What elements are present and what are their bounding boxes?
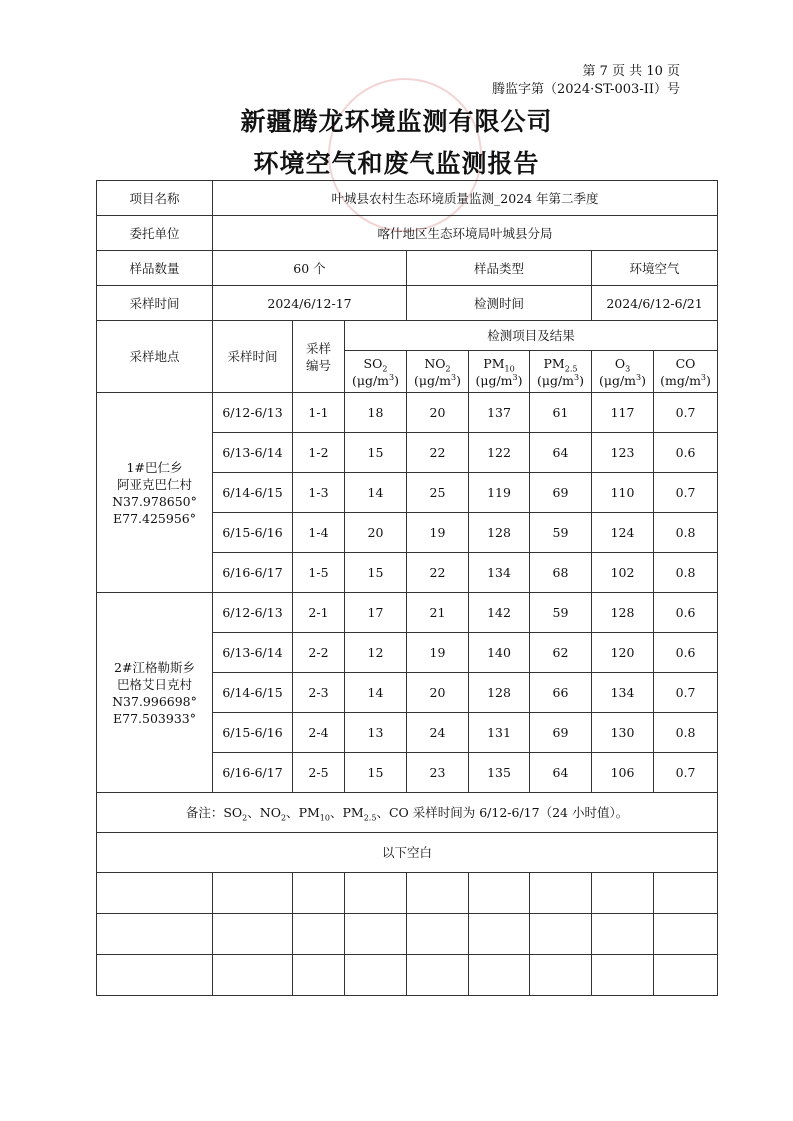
o3-cell: 102 — [592, 553, 654, 593]
co-cell: 0.7 — [654, 673, 718, 713]
empty-row — [97, 873, 718, 914]
time-cell: 6/16-6/17 — [213, 753, 293, 793]
header-results: 检测项目及结果 — [345, 321, 718, 351]
client-row — [97, 216, 718, 251]
co-cell: 0.8 — [654, 553, 718, 593]
site-village: 巴格艾日克村 — [116, 676, 192, 692]
site-name: 1#巴仁乡 — [126, 459, 183, 475]
code-cell: 2-4 — [293, 713, 345, 753]
header-no2: $NO_2$ $(\mu g/m^3)$ — [407, 351, 469, 393]
blank-note-row — [97, 833, 718, 873]
pm25-cell: 59 — [530, 593, 592, 633]
time-cell: 6/15-6/16 — [213, 713, 293, 753]
site-village: 阿亚克巴仁村 — [116, 476, 192, 492]
code-cell: 1-3 — [293, 473, 345, 513]
sample-type-value: 环境空气 — [592, 251, 718, 286]
test-time-value: 2024/6/12-6/21 — [592, 286, 718, 321]
sampling-time-value: 2024/6/12-17 — [213, 286, 407, 321]
o3-cell: 120 — [592, 633, 654, 673]
o3-cell: 117 — [592, 393, 654, 433]
header-code — [293, 321, 345, 393]
pm10-cell: 122 — [469, 433, 530, 473]
pm25-cell: 68 — [530, 553, 592, 593]
time-cell: 6/14-6/15 — [213, 673, 293, 713]
header-site: 采样地点 — [97, 321, 213, 393]
co-cell: 0.6 — [654, 593, 718, 633]
so2-cell: 15 — [345, 553, 407, 593]
pm25-cell: 69 — [530, 713, 592, 753]
blank-note: 以下空白 — [97, 833, 718, 873]
time-cell: 6/16-6/17 — [213, 553, 293, 593]
site-longitude: E77.425956° — [113, 510, 196, 526]
so2-cell: 17 — [345, 593, 407, 633]
o3-cell: 124 — [592, 513, 654, 553]
page-number: 第 7 页 共 10 页 — [582, 64, 680, 79]
time-cell: 6/13-6/14 — [213, 633, 293, 673]
co-cell: 0.7 — [654, 753, 718, 793]
co-cell: 0.6 — [654, 633, 718, 673]
header-co: CO $(mg/m^3)$ — [654, 351, 718, 393]
no2-cell: 23 — [407, 753, 469, 793]
so2-cell: 20 — [345, 513, 407, 553]
header-pm10: $PM_{10}$ $(\mu g/m^3)$ — [469, 351, 530, 393]
so2-cell: 15 — [345, 753, 407, 793]
pm10-cell: 137 — [469, 393, 530, 433]
code-cell: 1-5 — [293, 553, 345, 593]
time-cell: 6/14-6/15 — [213, 473, 293, 513]
pm10-cell: 128 — [469, 513, 530, 553]
code-cell: 2-3 — [293, 673, 345, 713]
o3-cell: 130 — [592, 713, 654, 753]
header-code-line2: 编号 — [305, 357, 331, 373]
so2-cell: 13 — [345, 713, 407, 753]
label-cell: 样品类型 — [407, 251, 592, 286]
pm10-cell: 131 — [469, 713, 530, 753]
o3-cell: 110 — [592, 473, 654, 513]
pm10-cell: 142 — [469, 593, 530, 633]
header-time: 采样时间 — [213, 321, 293, 393]
code-cell: 1-2 — [293, 433, 345, 473]
co-cell: 0.6 — [654, 433, 718, 473]
code-cell: 2-2 — [293, 633, 345, 673]
header-row-1 — [97, 321, 718, 351]
label-cell: 样品数量 — [97, 251, 213, 286]
report-number: 腾监字第（2024·ST-003-II）号 — [492, 82, 680, 97]
code-cell: 2-1 — [293, 593, 345, 633]
note-cell: 备注：$SO_2$、$NO_2$、$PM_{10}$、$PM_{2.5}$、CO 采样时间为 6/12-6/17（24 小时值）。 — [97, 793, 718, 833]
project-name-row — [97, 181, 718, 216]
site-cell — [97, 593, 213, 793]
header-code-line1: 采样 — [305, 340, 331, 356]
so2-cell: 14 — [345, 673, 407, 713]
pm25-cell: 64 — [530, 753, 592, 793]
data-row — [97, 593, 718, 633]
so2-cell: 14 — [345, 473, 407, 513]
so2-cell: 15 — [345, 433, 407, 473]
header-so2: $SO_2$ $(\mu g/m^3)$ — [345, 351, 407, 393]
header-pm25: $PM_{2.5}$ $(\mu g/m^3)$ — [530, 351, 592, 393]
time-cell: 6/12-6/13 — [213, 593, 293, 633]
site-latitude: N37.996698° — [112, 693, 197, 709]
no2-cell: 19 — [407, 633, 469, 673]
header-o3: $O_3$ $(\mu g/m^3)$ — [592, 351, 654, 393]
label-cell: 检测时间 — [407, 286, 592, 321]
pm10-cell: 134 — [469, 553, 530, 593]
co-cell: 0.8 — [654, 513, 718, 553]
so2-cell: 12 — [345, 633, 407, 673]
no2-cell: 19 — [407, 513, 469, 553]
client-value: 喀什地区生态环境局叶城县分局 — [213, 216, 718, 251]
data-row — [97, 393, 718, 433]
monitoring-table — [96, 180, 718, 996]
o3-cell: 128 — [592, 593, 654, 633]
site-latitude: N37.978650° — [112, 493, 197, 509]
pm25-cell: 64 — [530, 433, 592, 473]
note-row — [97, 793, 718, 833]
no2-cell: 22 — [407, 433, 469, 473]
label-cell: 项目名称 — [97, 181, 213, 216]
project-name-value: 叶城县农村生态环境质量监测_2024 年第二季度 — [213, 181, 718, 216]
empty-row — [97, 914, 718, 955]
co-cell: 0.7 — [654, 393, 718, 433]
company-title: 新疆腾龙环境监测有限公司 — [240, 107, 553, 136]
pm10-cell: 140 — [469, 633, 530, 673]
code-cell: 1-1 — [293, 393, 345, 433]
pm25-cell: 59 — [530, 513, 592, 553]
label-cell: 委托单位 — [97, 216, 213, 251]
time-cell: 6/13-6/14 — [213, 433, 293, 473]
pm25-cell: 69 — [530, 473, 592, 513]
pm25-cell: 62 — [530, 633, 592, 673]
sampling-time-row — [97, 286, 718, 321]
no2-cell: 20 — [407, 673, 469, 713]
time-cell: 6/15-6/16 — [213, 513, 293, 553]
site-longitude: E77.503933° — [113, 710, 196, 726]
pm10-cell: 128 — [469, 673, 530, 713]
no2-cell: 25 — [407, 473, 469, 513]
label-cell: 采样时间 — [97, 286, 213, 321]
pm10-cell: 135 — [469, 753, 530, 793]
report-title: 环境空气和废气监测报告 — [253, 149, 540, 178]
no2-cell: 24 — [407, 713, 469, 753]
o3-cell: 106 — [592, 753, 654, 793]
co-cell: 0.8 — [654, 713, 718, 753]
pm25-cell: 61 — [530, 393, 592, 433]
site-name: 2#江格勒斯乡 — [114, 659, 195, 675]
no2-cell: 20 — [407, 393, 469, 433]
o3-cell: 123 — [592, 433, 654, 473]
no2-cell: 21 — [407, 593, 469, 633]
co-cell: 0.7 — [654, 473, 718, 513]
empty-row — [97, 955, 718, 996]
sample-count-value: 60 个 — [213, 251, 407, 286]
o3-cell: 134 — [592, 673, 654, 713]
site-cell — [97, 393, 213, 593]
code-cell: 2-5 — [293, 753, 345, 793]
sample-count-row — [97, 251, 718, 286]
no2-cell: 22 — [407, 553, 469, 593]
pm25-cell: 66 — [530, 673, 592, 713]
pm10-cell: 119 — [469, 473, 530, 513]
time-cell: 6/12-6/13 — [213, 393, 293, 433]
so2-cell: 18 — [345, 393, 407, 433]
code-cell: 1-4 — [293, 513, 345, 553]
